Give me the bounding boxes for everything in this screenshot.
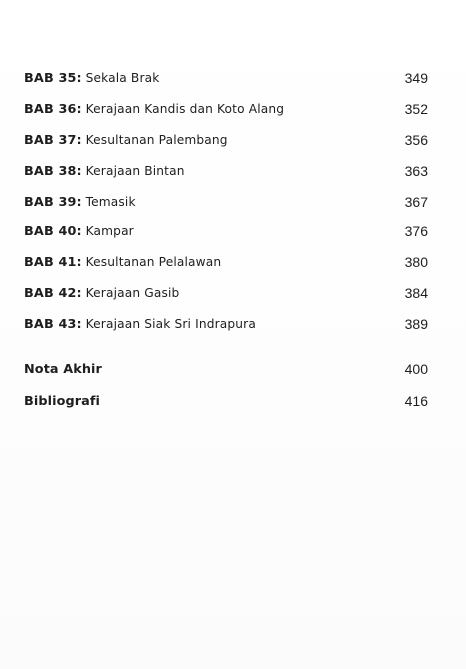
- toc-entry-bab-43: [24, 314, 428, 334]
- page-number: 389: [404, 316, 428, 332]
- chapter-title: Kerajaan Gasib: [85, 285, 180, 300]
- page-number: 363: [404, 163, 428, 179]
- toc-entry-bibliografi: [24, 391, 428, 411]
- chapter-number: BAB 37: [24, 132, 77, 148]
- page-number: 376: [404, 223, 428, 239]
- entry-title: Nota Akhir: [24, 361, 102, 377]
- chapter-separator: :: [76, 101, 82, 116]
- entry-title: [24, 164, 185, 179]
- chapter-number: BAB 36: [24, 101, 77, 117]
- entry-title: Bibliografi: [24, 393, 101, 409]
- chapter-separator: :: [76, 223, 82, 238]
- toc-entry-bab-39: [24, 192, 428, 212]
- chapter-title: Sekala Brak: [85, 70, 160, 85]
- chapter-title: Temasik: [85, 194, 136, 209]
- page-number: 352: [404, 101, 428, 117]
- chapter-separator: :: [76, 70, 82, 85]
- page-number: 380: [404, 254, 428, 270]
- chapter-title: Kerajaan Bintan: [85, 163, 185, 178]
- page-number: 367: [404, 194, 428, 210]
- page-number: 349: [404, 70, 428, 86]
- chapter-number: BAB 40: [24, 223, 77, 239]
- chapter-separator: :: [76, 163, 82, 178]
- chapter-number: BAB 41: [24, 254, 77, 270]
- chapter-number: BAB 43: [24, 316, 77, 332]
- chapter-separator: :: [76, 285, 82, 300]
- page-number: 384: [404, 285, 428, 301]
- toc-entry-bab-42: [24, 283, 428, 303]
- chapter-number: BAB 35: [24, 70, 77, 86]
- entry-title: [24, 317, 256, 332]
- chapter-title: Kerajaan Kandis dan Koto Alang: [85, 101, 285, 116]
- entry-title: [24, 195, 136, 210]
- toc-entry-bab-35: [24, 68, 428, 88]
- toc-entry-bab-36: [24, 99, 428, 119]
- entry-title: [24, 71, 159, 86]
- chapter-separator: :: [76, 254, 82, 269]
- toc-entry-bab-37: [24, 130, 428, 150]
- page-number: 400: [404, 361, 428, 377]
- chapter-title: Kampar: [85, 223, 134, 238]
- chapter-title: Kerajaan Siak Sri Indrapura: [85, 316, 256, 331]
- entry-title: [24, 255, 221, 270]
- chapter-title: Kesultanan Palembang: [85, 132, 228, 147]
- page-number: 356: [404, 132, 428, 148]
- entry-title: [24, 133, 228, 148]
- page-number: 416: [404, 393, 428, 409]
- entry-title: [24, 224, 134, 239]
- chapter-separator: :: [76, 194, 82, 209]
- toc-entry-nota-akhir: [24, 359, 428, 379]
- chapter-separator: :: [76, 132, 82, 147]
- chapter-separator: :: [76, 316, 82, 331]
- chapter-number: BAB 38: [24, 163, 77, 179]
- toc-entry-bab-38: [24, 161, 428, 181]
- toc-entry-bab-40: [24, 221, 428, 241]
- chapter-number: BAB 39: [24, 194, 77, 210]
- chapter-title: Kesultanan Pelalawan: [85, 254, 222, 269]
- chapter-number: BAB 42: [24, 285, 77, 301]
- entry-title: [24, 286, 179, 301]
- toc-entry-bab-41: [24, 252, 428, 272]
- entry-title: [24, 102, 284, 117]
